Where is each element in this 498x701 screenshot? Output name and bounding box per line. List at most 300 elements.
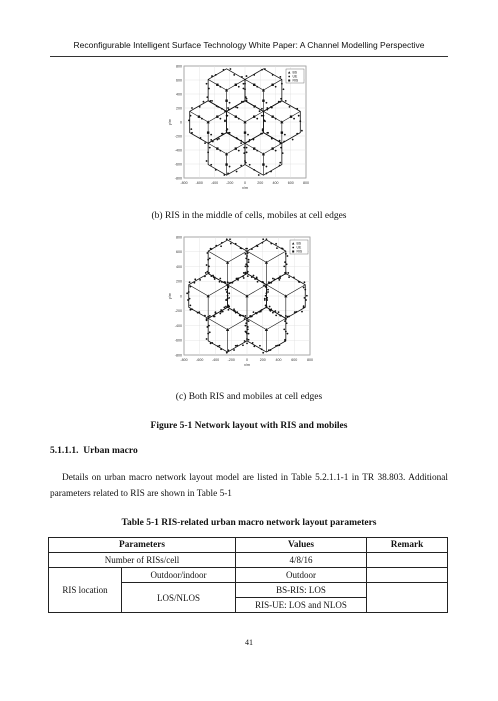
figure-title: Figure 5-1 Network layout with RIS and mobiles: [150, 421, 348, 431]
ue-marker: [206, 326, 208, 328]
ue-marker: [247, 265, 249, 267]
ue-marker: [215, 245, 217, 247]
ue-marker: [235, 243, 237, 245]
ue-marker: [191, 308, 193, 310]
ue-marker: [245, 322, 247, 324]
figure-b-plot: [160, 62, 330, 192]
ue-marker: [261, 69, 263, 71]
ue-marker: [283, 141, 285, 143]
ue-marker: [304, 289, 306, 291]
ue-marker: [201, 118, 203, 120]
figure-b-caption: (b) RIS in the middle of cells, mobiles at cell edges: [151, 211, 347, 221]
ris-marker: [271, 115, 273, 117]
ue-marker: [226, 352, 228, 354]
ue-marker: [221, 242, 223, 244]
legend-entry: RIS: [292, 78, 299, 83]
ue-marker: [228, 309, 230, 311]
y-axis-label: y/m: [168, 118, 172, 126]
ue-marker: [208, 265, 210, 267]
ue-marker: [189, 304, 191, 306]
y-tick-label: -800: [174, 353, 182, 358]
ue-marker: [301, 311, 303, 313]
ris-parameters-table: [48, 537, 448, 613]
ue-marker: [270, 171, 272, 173]
ue-marker: [240, 247, 242, 249]
ue-marker: [256, 150, 258, 152]
ue-marker: [229, 238, 231, 240]
ue-marker: [265, 286, 267, 288]
ue-marker: [256, 118, 258, 120]
ue-marker: [301, 130, 303, 132]
ue-marker: [223, 69, 225, 71]
ue-marker: [209, 257, 211, 259]
ue-marker: [236, 345, 238, 347]
ue-marker: [199, 106, 201, 108]
plot-legend: [286, 69, 304, 83]
ue-marker: [246, 255, 248, 257]
ue-marker: [249, 139, 251, 141]
ue-marker: [244, 315, 246, 317]
table-header-parameters: Parameters: [49, 538, 236, 553]
ue-marker: [305, 299, 307, 301]
plot-legend: [290, 240, 308, 254]
ue-marker: [248, 339, 250, 341]
ue-marker: [245, 253, 247, 255]
ue-marker: [270, 349, 272, 351]
ue-marker: [189, 281, 191, 283]
ue-marker: [200, 137, 202, 139]
ue-marker: [266, 109, 268, 111]
ue-marker: [188, 120, 190, 122]
ue-marker: [292, 139, 294, 141]
ue-marker: [206, 338, 208, 340]
ue-marker: [210, 164, 212, 166]
ue-marker: [246, 333, 248, 335]
section-number: 5.1.1.1.: [50, 446, 79, 456]
ue-marker: [263, 285, 265, 287]
ue-marker: [236, 107, 238, 109]
y-tick-label: -200: [174, 309, 182, 314]
ue-marker: [191, 132, 193, 134]
x-tick-label: -200: [226, 181, 234, 185]
ue-marker: [215, 312, 217, 314]
ue-marker: [266, 102, 268, 104]
ue-marker: [299, 120, 301, 122]
legend-entry: BS: [292, 70, 298, 75]
ris-marker: [271, 147, 273, 149]
ue-marker: [226, 130, 228, 132]
ue-marker: [279, 101, 281, 103]
ue-marker: [227, 295, 229, 297]
y-tick-label: -800: [174, 176, 182, 181]
ue-marker: [234, 310, 236, 312]
ue-marker: [219, 150, 221, 152]
x-tick-label: 800: [303, 181, 309, 185]
ue-marker: [204, 315, 206, 317]
ue-marker: [256, 278, 258, 280]
ue-marker: [216, 105, 218, 107]
ue-marker: [241, 76, 243, 78]
x-tick-label: -400: [211, 358, 220, 362]
ue-marker: [275, 118, 277, 120]
ris-marker: [253, 115, 255, 117]
ue-marker: [206, 319, 208, 321]
ue-marker: [245, 162, 247, 164]
table-cell: [367, 583, 448, 613]
ue-marker: [248, 261, 250, 263]
ue-marker: [215, 169, 217, 171]
page-number: 41: [245, 638, 253, 647]
ris-marker: [198, 115, 200, 117]
ue-marker: [243, 83, 245, 85]
ris-marker: [281, 131, 283, 133]
ue-marker: [250, 316, 252, 318]
ue-marker: [227, 107, 229, 109]
ris-marker: [262, 100, 264, 102]
ue-marker: [205, 272, 207, 274]
x-tick-label: -400: [210, 181, 219, 185]
ue-marker: [279, 140, 281, 142]
ue-marker: [268, 349, 270, 351]
ue-marker: [221, 281, 223, 283]
ue-marker: [206, 96, 208, 98]
ue-marker: [284, 134, 286, 136]
ue-marker: [208, 88, 210, 90]
ue-marker: [204, 275, 206, 277]
legend-entry: RIS: [296, 249, 303, 254]
table-header-values: Values: [236, 538, 367, 553]
ue-marker: [209, 315, 211, 317]
ue-marker: [186, 292, 188, 294]
ue-marker: [194, 282, 196, 284]
ue-marker: [214, 316, 216, 318]
ue-marker: [259, 345, 261, 347]
table-title: Table 5-1 RIS-related urban macro network layout parameters: [121, 518, 377, 528]
figure-c-caption: (c) Both RIS and mobiles at cell edges: [175, 392, 323, 402]
ue-marker: [243, 277, 245, 279]
ue-marker: [243, 272, 245, 274]
ue-marker: [261, 309, 263, 311]
ris-marker: [207, 131, 209, 133]
ue-marker: [269, 306, 271, 308]
ue-marker: [267, 289, 269, 291]
ue-marker: [285, 315, 287, 317]
y-tick-label: 600: [176, 250, 182, 255]
ue-marker: [270, 243, 272, 245]
ue-marker: [190, 115, 192, 117]
ue-marker: [282, 152, 284, 154]
section-title: Urban macro: [83, 446, 138, 456]
ue-marker: [285, 272, 287, 274]
ue-marker: [219, 313, 221, 315]
y-axis-label: y/m: [168, 292, 172, 300]
ue-marker: [294, 311, 296, 313]
ue-marker: [275, 243, 277, 245]
ue-marker: [263, 120, 265, 122]
ue-marker: [288, 316, 290, 318]
ue-marker: [209, 147, 211, 149]
ue-marker: [219, 278, 221, 280]
ris-marker: [271, 84, 273, 86]
ue-marker: [243, 88, 245, 90]
table-cell: RIS-UE: LOS and NLOS: [236, 598, 367, 613]
ue-marker: [246, 151, 248, 153]
ue-marker: [198, 311, 200, 313]
ue-marker: [228, 297, 230, 299]
x-axis-label: x/m: [243, 363, 251, 367]
ue-marker: [266, 173, 268, 175]
ue-marker: [261, 115, 263, 117]
y-tick-label: 0: [180, 120, 182, 125]
ue-marker: [189, 309, 191, 311]
ue-marker: [293, 118, 295, 120]
ue-marker: [262, 352, 264, 354]
ue-marker: [284, 261, 286, 263]
ue-marker: [278, 277, 280, 279]
ris-marker: [244, 131, 246, 133]
ue-marker: [251, 248, 253, 250]
ue-marker: [280, 315, 282, 317]
ue-marker: [188, 291, 190, 293]
ue-marker: [271, 138, 273, 140]
ue-marker: [296, 133, 298, 135]
ue-marker: [210, 139, 212, 141]
ue-marker: [207, 259, 209, 261]
ue-marker: [253, 169, 255, 171]
ue-marker: [206, 271, 208, 273]
x-tick-label: 800: [307, 358, 313, 362]
ue-marker: [244, 340, 246, 342]
ue-marker: [261, 348, 263, 350]
ue-marker: [272, 74, 274, 76]
ue-marker: [252, 342, 254, 344]
ue-marker: [295, 311, 297, 313]
ue-marker: [253, 138, 255, 140]
y-tick-label: 0: [180, 294, 182, 299]
ue-marker: [285, 331, 287, 333]
ue-marker: [243, 152, 245, 154]
x-tick-label: -600: [196, 358, 204, 362]
x-tick-label: 400: [272, 181, 279, 185]
ue-marker: [211, 342, 213, 344]
y-tick-label: 600: [176, 78, 182, 83]
ue-marker: [227, 287, 229, 289]
ue-marker: [281, 83, 283, 85]
ue-marker: [278, 344, 280, 346]
ue-marker: [277, 345, 279, 347]
ue-marker: [254, 105, 256, 107]
ue-marker: [275, 86, 277, 88]
y-tick-label: -400: [174, 148, 182, 153]
ue-marker: [245, 331, 247, 333]
ue-marker: [238, 150, 240, 152]
ue-marker: [270, 282, 272, 284]
ue-marker: [248, 259, 250, 261]
ue-marker: [240, 315, 242, 317]
ue-marker: [286, 263, 288, 265]
ris-marker: [216, 84, 218, 86]
ue-marker: [249, 164, 251, 166]
ue-marker: [223, 306, 225, 308]
table-cell: Number of RISs/cell: [49, 553, 236, 568]
ue-marker: [236, 171, 238, 173]
ue-marker: [246, 98, 248, 100]
ue-marker: [287, 255, 289, 257]
ue-marker: [283, 265, 285, 267]
y-tick-label: -400: [174, 323, 182, 328]
ue-marker: [223, 174, 225, 176]
ue-marker: [207, 333, 209, 335]
ris-marker: [225, 163, 227, 165]
ue-marker: [278, 311, 280, 313]
ue-marker: [211, 100, 213, 102]
ue-marker: [256, 313, 258, 315]
table-cell: [367, 553, 448, 568]
ue-marker: [245, 272, 247, 274]
ue-marker: [233, 74, 235, 76]
ue-marker: [228, 282, 230, 284]
ue-marker: [266, 299, 268, 301]
y-tick-label: -200: [174, 134, 182, 139]
ris-marker: [290, 115, 292, 117]
ue-marker: [246, 342, 248, 344]
ue-marker: [210, 275, 212, 277]
ue-marker: [220, 348, 222, 350]
ue-marker: [278, 279, 280, 281]
ris-marker: [253, 84, 255, 86]
ue-marker: [266, 166, 268, 168]
body-paragraph: Details on urban macro network layout model are listed in Table 5.2.1.1-1 in TR 38.803. Additional parameters related to RIS are shown in Table 5-1: [50, 473, 448, 499]
ue-marker: [206, 252, 208, 254]
ue-marker: [303, 287, 305, 289]
ue-marker: [210, 134, 212, 136]
ue-marker: [284, 320, 286, 322]
ue-marker: [203, 101, 205, 103]
ue-marker: [245, 265, 247, 267]
ue-marker: [261, 281, 263, 283]
ue-marker: [304, 297, 306, 299]
ue-marker: [280, 98, 282, 100]
ue-marker: [219, 118, 221, 120]
ue-marker: [240, 142, 242, 144]
ue-marker: [226, 115, 228, 117]
ris-marker: [216, 147, 218, 149]
ue-marker: [272, 312, 274, 314]
ris-marker: [235, 115, 237, 117]
ue-marker: [245, 248, 247, 250]
ue-marker: [284, 339, 286, 341]
ue-marker: [296, 108, 298, 110]
x-tick-label: 0: [246, 358, 248, 362]
ue-marker: [235, 345, 237, 347]
ue-marker: [238, 86, 240, 88]
ue-marker: [224, 110, 226, 112]
x-tick-label: 200: [257, 181, 264, 185]
ue-marker: [272, 278, 274, 280]
ue-marker: [190, 128, 192, 130]
ue-marker: [264, 68, 266, 70]
ue-marker: [241, 101, 243, 103]
ris-marker: [262, 163, 264, 165]
ue-marker: [253, 74, 255, 76]
ue-marker: [215, 74, 217, 76]
ue-marker: [304, 281, 306, 283]
table-header-remark: Remark: [367, 538, 448, 553]
table-cell: Outdoor/indoor: [122, 568, 236, 583]
ue-marker: [212, 275, 214, 277]
table-cell: RIS location: [49, 568, 122, 613]
ue-marker: [246, 100, 248, 102]
x-tick-label: -200: [227, 358, 235, 362]
ue-marker: [210, 342, 212, 344]
ris-marker: [253, 147, 255, 149]
ue-marker: [245, 263, 247, 265]
ue-marker: [233, 349, 235, 351]
ue-marker: [230, 282, 232, 284]
ue-marker: [240, 165, 242, 167]
ue-marker: [230, 243, 232, 245]
ue-marker: [216, 139, 218, 141]
ue-marker: [228, 306, 230, 308]
ue-marker: [219, 86, 221, 88]
y-tick-label: 200: [176, 279, 182, 284]
ue-marker: [226, 299, 228, 301]
ue-marker: [261, 242, 263, 244]
ue-marker: [276, 247, 278, 249]
ue-marker: [246, 147, 248, 149]
ue-marker: [206, 83, 208, 85]
ue-marker: [238, 118, 240, 120]
ue-marker: [194, 278, 196, 280]
ue-marker: [262, 238, 264, 240]
ue-marker: [266, 292, 268, 294]
ue-marker: [247, 328, 249, 330]
ue-marker: [207, 151, 209, 153]
ue-marker: [206, 264, 208, 266]
ue-marker: [229, 132, 231, 134]
y-tick-label: -600: [174, 162, 182, 167]
ue-marker: [283, 88, 285, 90]
ue-marker: [230, 68, 232, 70]
ue-marker: [287, 333, 289, 335]
ue-marker: [269, 282, 271, 284]
ue-marker: [219, 281, 221, 283]
ue-marker: [293, 277, 295, 279]
x-tick-label: -800: [180, 358, 188, 362]
table-header-row: [49, 538, 448, 553]
ue-marker: [259, 110, 261, 112]
ue-marker: [306, 295, 308, 297]
ris-marker: [235, 84, 237, 86]
ue-marker: [211, 75, 213, 77]
ue-marker: [247, 275, 249, 277]
ue-marker: [280, 147, 282, 149]
ue-marker: [257, 281, 259, 283]
ue-marker: [279, 162, 281, 164]
ue-marker: [248, 320, 250, 322]
ue-marker: [197, 312, 199, 314]
ue-marker: [285, 100, 287, 102]
ue-marker: [220, 245, 222, 247]
ue-marker: [225, 306, 227, 308]
ue-marker: [266, 238, 268, 240]
ue-marker: [260, 133, 262, 135]
ue-marker: [225, 289, 227, 291]
figure-c-plot: [160, 233, 330, 373]
table-row: [49, 568, 448, 583]
ue-marker: [236, 278, 238, 280]
ue-marker: [248, 333, 250, 335]
